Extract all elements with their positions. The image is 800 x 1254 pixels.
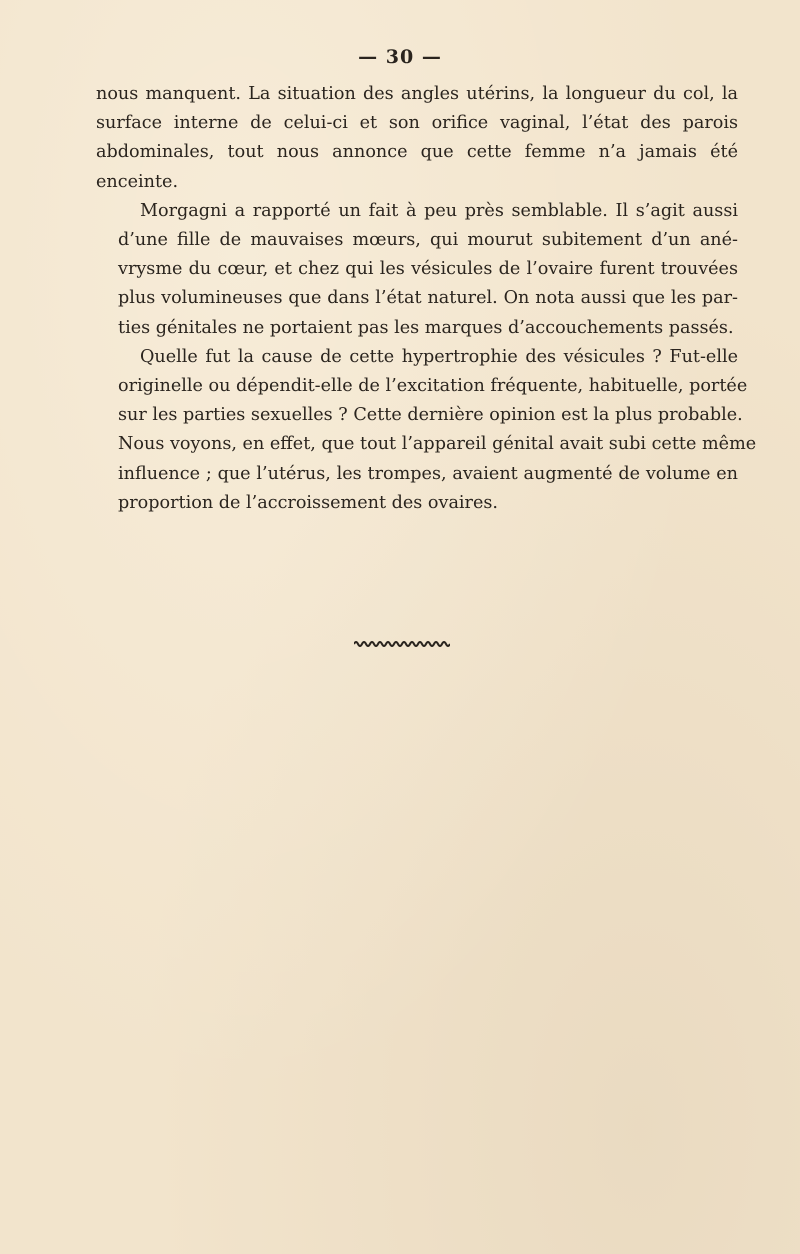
text-line: Morgagni a rapporté un fait à peu près semblable. Il s’agit aussi [140,200,738,221]
text-line: vrysme du cœur, et chez qui les vésicules de l’ovaire furent trouvées [118,259,738,280]
paragraph [96,197,738,343]
text-line: originelle ou dépendit-elle de l’excitation fréquente, habituelle, portée [118,376,748,397]
text-line: surface interne de celui-ci et son orifice vaginal, l’état des parois [96,113,738,134]
text-line: abdominales, tout nous annonce que cette femme n’a jamais été [96,142,738,163]
paragraph [96,80,738,197]
text-line: ties génitales ne portaient pas les marques d’accouchements passés. [118,317,734,338]
text-line: influence ; que l’utérus, les trompes, avaient augmenté de volume en [118,463,738,484]
page-number: — 30 — [358,46,442,68]
paragraph [96,343,757,518]
body-text [96,80,757,518]
text-line: sur les parties sexuelles ? Cette dernière opinion est la plus probable. [118,405,743,426]
text-line: Quelle fut la cause de cette hypertrophie des vésicules ? Fut-elle [140,346,738,367]
text-line: Nous voyons, en effet, que tout l’appareil génital avait subi cette même [118,434,757,455]
text-line: d’une fille de mauvaises mœurs, qui mourut subitement d’un ané- [118,230,738,251]
text-line: nous manquent. La situation des angles utérins, la longueur du col, la [96,84,738,104]
text-line: plus volumineuses que dans l’état naturel. On nota aussi que les par- [118,288,738,309]
text-line: proportion de l’accroissement des ovaires. [118,492,499,513]
text-line: enceinte. [96,171,179,192]
wavy-rule-ornament-icon [354,640,450,648]
